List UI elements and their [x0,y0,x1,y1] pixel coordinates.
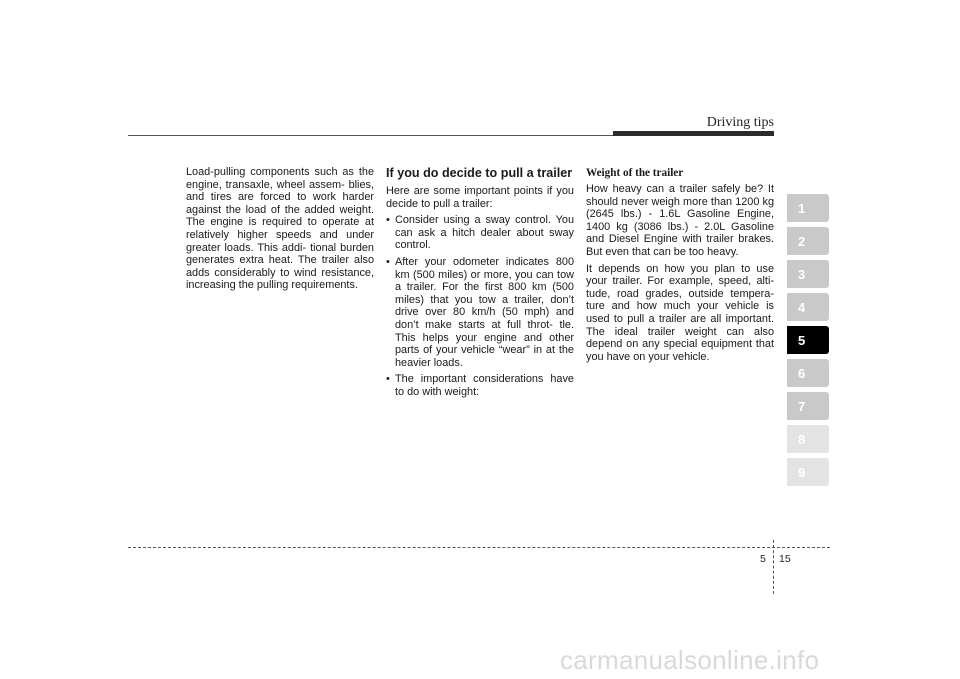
bullet-text: Consider using a sway control. You can ask a hitch dealer about sway control. [395,214,574,252]
bullet-item [386,373,574,398]
text-column-1 [186,166,374,296]
bullet-text: The important considerations have to do with weight: [395,373,574,398]
text-column-3 [586,166,774,367]
footer-rule [128,547,830,548]
running-header-title: Driving tips [706,115,774,130]
chapter-tabs [787,194,829,491]
subsection-heading: Weight of the trailer [586,167,684,179]
body-paragraph: It depends on how you plan to use your trailer. For example, speed, alti- tude, road grades, outside tempera- ture and how much your vehicle is used to pull a trailer are all important. The ideal trailer weight can also depend on any special equipment that you have on your vehicle. [586,262,774,363]
bullet-list [386,214,574,398]
footer-page-number: 15 [779,553,791,565]
bullet-icon: • [386,373,390,386]
watermark: carmanualsonline.info [560,645,820,675]
chapter-tab-6[interactable]: 6 [787,359,829,387]
bullet-item [386,214,574,252]
body-paragraph: Load-pulling components such as the engine, transaxle, wheel assem- blies, and tires are forced to work harder against the load of the added weight. The engine is required to operate at relatively higher speeds and under greater loads. This addi- tional burden generates extra heat. The trailer also adds considerably to wind resistance, increasing the pulling requirements. [186,166,374,292]
chapter-tab-3[interactable]: 3 [787,260,829,288]
chapter-tab-9[interactable]: 9 [787,458,829,486]
section-heading: If you do decide to pull a trailer [386,166,573,180]
footer-chapter-number: 5 [760,553,766,565]
chapter-tab-2[interactable]: 2 [787,227,829,255]
bullet-icon: • [386,255,390,268]
text-column-2 [386,166,574,403]
bullet-text: After your odometer indicates 800 km (500 miles) or more, you can tow a trailer. For the first 800 km (500 miles) that you tow a trailer, don’t drive over 80 km/h (50 mph) and don’t make starts at full throt- tle. This helps your engine and other parts of your vehicle “wear” in at the heavier loads. [395,255,574,369]
footer-divider [773,540,774,594]
chapter-tab-5[interactable]: 5 [787,326,829,354]
bullet-icon: • [386,214,390,227]
intro-paragraph: Here are some important points if you decide to pull a trailer: [386,185,574,210]
chapter-tab-1[interactable]: 1 [787,194,829,222]
body-paragraph: How heavy can a trailer safely be? It should never weigh more than 1200 kg (2645 lbs.) - 1.6L Gasoline Engine, 1400 kg (3086 lbs.) - 2.0L Gasoline and Diesel Engine with trailer brakes. But even that can be too heavy. [586,183,774,258]
bullet-item [386,256,574,369]
header-rule-accent [613,131,774,136]
chapter-tab-8[interactable]: 8 [787,425,829,453]
chapter-tab-7[interactable]: 7 [787,392,829,420]
chapter-tab-4[interactable]: 4 [787,293,829,321]
